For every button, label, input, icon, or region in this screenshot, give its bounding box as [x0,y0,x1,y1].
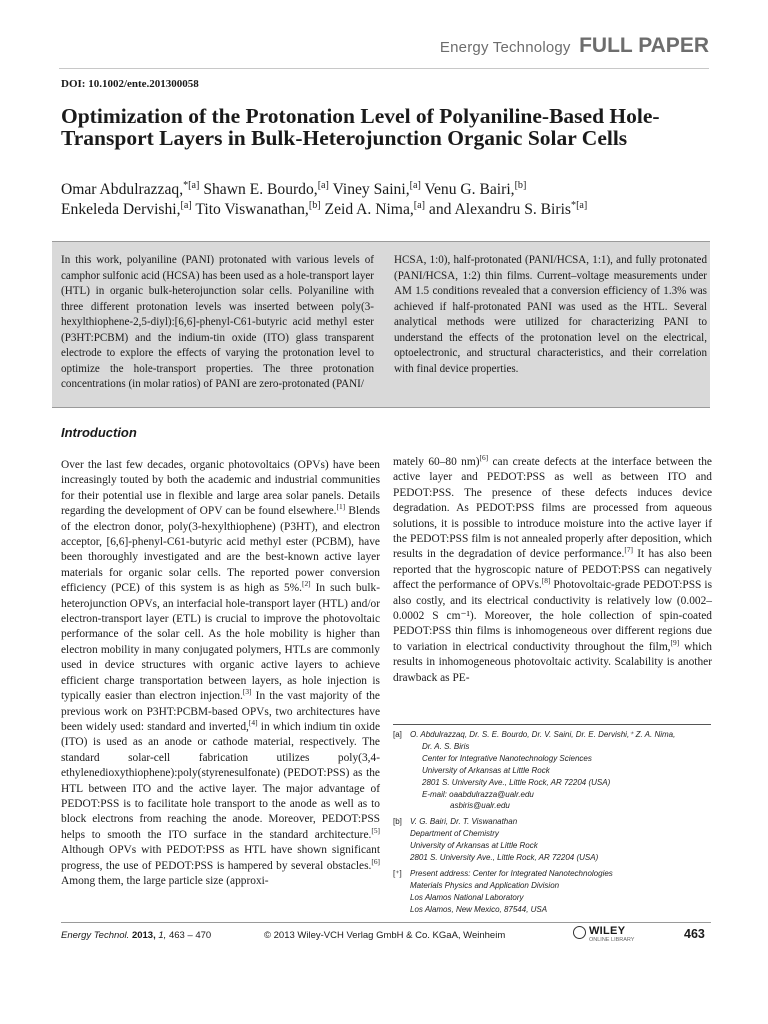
affiliation-rule [393,724,711,725]
journal-name: Energy Technology [439,39,571,56]
body-left-column: Over the last few decades, organic photovoltaics (OPVs) have been increasingly touted by both the academic and industrial communities for their potential use in flexible and large area solar panels. Details regarding the development of OPV can be found elsewhere.[1] Blends of the electron donor, poly(3-hexylthiophene) (P3HT), and electron acceptor, [6,6]-phenyl-C61-butyric acid methyl ester (PCBM), have been thoroughly investigated and are the best-known active layer materials for organic solar cells. The reported power conversion efficiency (PCE) of this system is as high as 5%.[2] In such bulk-heterojunction OPVs, an interfacial hole-transport layer (HTL) and/or electron-transport layer (ETL) is crucial to improve the photovoltaic performance of the solar cell. As the hole mobility is higher than electron mobility in many conjugated polymers, HTLs are commonly used in device structures with organic active layers to achieve efficient charge transportation between layers, as hole injection is typically easier than electron injection.[3] In the vast majority of the previous work on P3HT:PCBM-based OPVs, two architectures have been widely used: standard and inverted,[4] in which indium tin oxide (ITO) is used as an anode or cathode material, respectively. The standard solar-cell fabrication utilizes poly(3,4-ethylenedioxythiophene):poly(styrenesulfonate) (PEDOT:PSS) as the HTL between ITO and the active layer. The major advantage of PEDOT:PSS is to facilitate hole transport to the anode as well as to block electrons from reaching the anode. Moreover, PEDOT:PSS helps to smooth the ITO surface in the standard architecture.[5] Although OPVs with PEDOT:PSS as HTL have shown significant progress, the use of PEDOT:PSS is hampered by several obstacles.[6] Among them, the large particle size (approxi- [61,459,380,887]
citation-ref[interactable]: [1] [336,502,346,512]
affiliation-mark: [b] [393,817,402,827]
author: Viney Saini,[a] [332,179,421,198]
citation-ref[interactable]: [9] [670,638,680,648]
author: Venu G. Bairi,[b] [424,179,527,198]
abstract-box [52,241,710,408]
footer-citation: Energy Technol. 2013, 1, 463 – 470 [61,930,212,941]
logo-subtitle: ONLINE LIBRARY [589,937,635,943]
email-link[interactable]: E-mail: oaabdulrazza@ualr.edu [422,789,534,799]
affiliation-mark: [a] [393,730,402,739]
article-title: Optimization of the Protonation Level of Polyaniline-Based Hole-Transport Layers in Bulk-Heterojunction Organic Solar Cells [61,104,660,150]
citation-ref[interactable]: [6] [371,856,380,866]
author: and Alexandru S. Biris$^{*[a]}$ [428,199,588,218]
abstract-left-column: In this work, polyaniline (PANI) protonated with various levels of camphor sulfonic acid (HCSA) has been used as a hole-transport layer (HTL) in organic bulk-heterojunction solar cells. Polyaniline with three different protonation levels was inserted between poly(3-hexylthiophene-2,5-diyl):[6,6]-phenyl-C61-butyric acid methyl ester (P3HT:PCBM) and the indium-tin oxide (ITO) glass transparent electrode to explore the effects of varying the protonation level to optimize the hole-transport properties. The three protonation concentrations (in molar ratios) of PANI are zero-protonated (PANI/ [61,254,374,390]
wiley-online-library-logo[interactable] [573,925,643,947]
abstract-right-column: HCSA, 1:0), half-protonated (PANI/HCSA, 1:1), and fully protonated (PANI/HCSA, 1:2) thin films. Current–voltage measurements under AM 1.5 conditions revealed that a conversion efficiency of 1.3% was achieved if half-protonated PANI was used as the HTL. Several analytical methods were utilized for characterizing PANI to understand the effects of the protonation level on the electrical, optoelectronic, and structural characteristics, and their correlation with final device properties. [394,254,707,375]
author: Zeid A. Nima,[a] [324,199,426,218]
footer-copyright: © 2013 Wiley-VCH Verlag GmbH & Co. KGaA, Weinheim [264,930,506,941]
author: Omar Abdulrazzaq,$^{*[a]}$ [61,179,200,198]
author-list [61,180,711,220]
logo-brand: WILEY [589,925,626,937]
affiliation-a: [a] O. Abdulrazzaq, Dr. S. E. Bourdo, Dr. V. Saini, Dr. E. Dervishi,⁺ Z. A. Nima, Dr. A. S. Biris Center for Integrative Nanotechnology Sciences University of Arkansas at Little Rock 2801 S. University Ave., Little Rock, AR 72204 (USA) E-mail: oaabdulrazza@ualr.edu asbiris@ualr.edu [393,729,713,812]
author: Enkeleda Dervishi,[a] [61,199,192,218]
affiliation-mark: [⁺] [393,868,402,878]
article-type: FULL PAPER [579,34,709,57]
wiley-seal-icon [573,926,586,939]
footer-rule [61,922,711,923]
citation-ref[interactable]: [3] [242,687,252,697]
section-heading-introduction: Introduction [61,425,137,440]
affiliations [393,729,713,920]
author: Shawn E. Bourdo,[a] [203,179,329,198]
page-number: 463 [684,927,705,941]
citation-ref[interactable]: [4] [248,718,258,728]
author: Tito Viswanathan,[b] [195,199,321,218]
citation-ref[interactable]: [5] [371,825,380,835]
header-rule [59,68,709,69]
citation-ref[interactable]: [8] [541,576,551,586]
body-right-column: mately 60–80 nm)[6] can create defects at the interface between the active layer and PEDOT:PSS as well as between ITO and PEDOT:PSS. The presence of these defects induces device degradation. As PEDOT:PSS films are processed from aqueous solutions, it is possible to introduce moisture into the active layer if the PEDOT:PSS film is not annealed properly after deposition, which results in the degradation of device performance.[7] It has also been reported that the hygroscopic nature of PEDOT:PSS can negatively affect the performance of OPVs.[8] Photovoltaic-grade PEDOT:PSS is also costly, and its electrical conductivity is relatively low (0.002–0.0002 S cm⁻¹). Moreover, the hole collection of spin-coated PEDOT:PSS thin films is inhomogeneous over different regions due to variation in electrical conductivity throughout the film,[9] which results in inhomogeneous photovoltaic activity. Scalability is another drawback as PE- [393,453,712,684]
running-header [440,34,709,58]
affiliation-b: [b] V. G. Bairi, Dr. T. Viswanathan Department of Chemistry University of Arkansas at Little Rock 2801 S. University Ave., Little Rock, AR 72204 (USA) [393,817,599,863]
affiliation-present-address: [⁺] Present address: Center for Integrated Nanotechnologies Materials Physics and Application Division Los Alamos National Laboratory Los Alamos, New Mexico, 87544, USA [393,868,613,914]
doi[interactable]: DOI: 10.1002/ente.201300058 [61,78,199,90]
email-link[interactable]: asbiris@ualr.edu [450,801,510,811]
citation-ref[interactable]: [7] [624,545,634,555]
citation-ref[interactable]: [2] [302,579,311,589]
citation-ref[interactable]: [6] [479,453,489,463]
